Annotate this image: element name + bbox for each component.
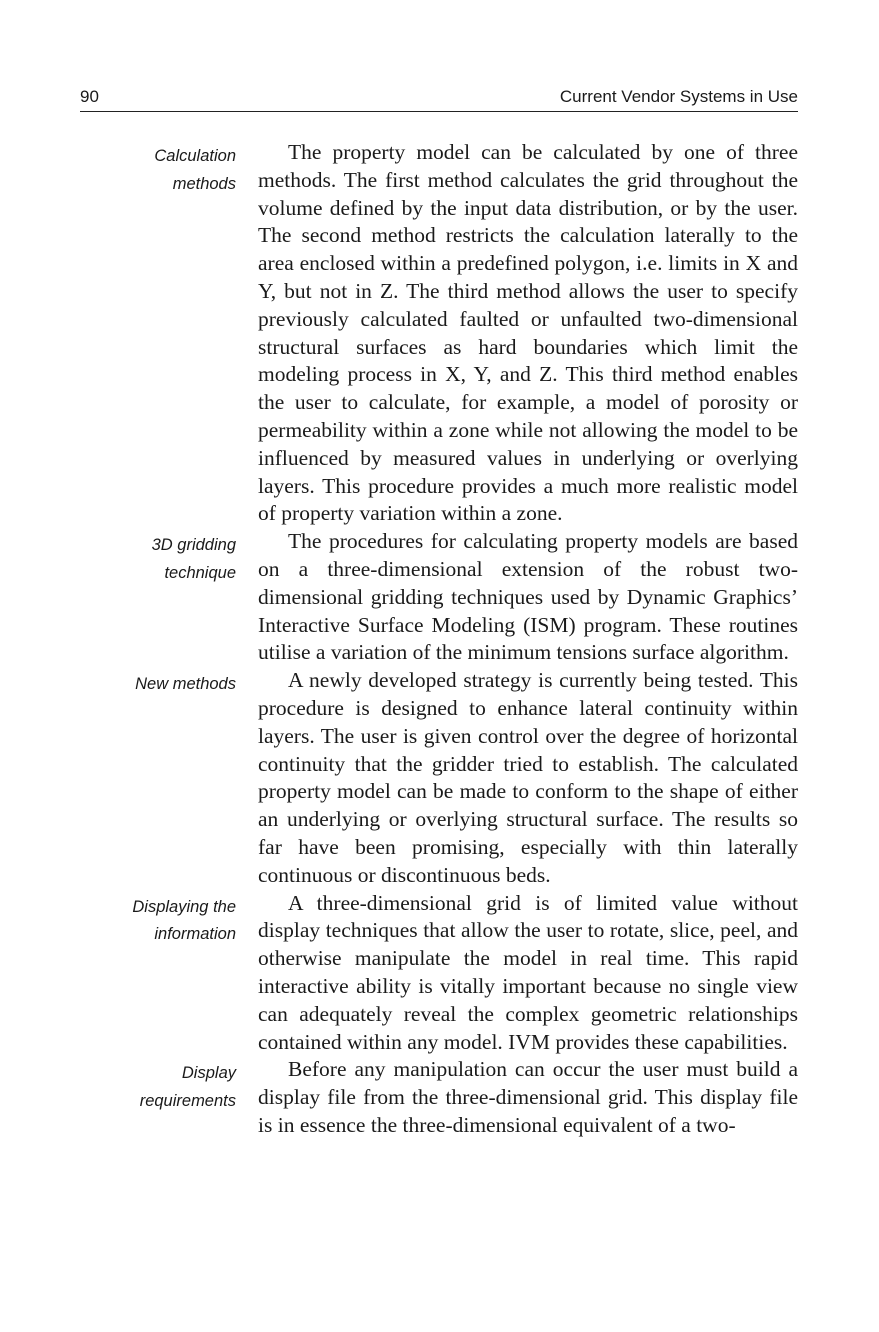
margin-label-line: technique [164,563,236,582]
body-paragraph: A three-dimensional grid is of limited value without display techniques that allow the user to rotate, slice, peel, and otherwise manipulate the model in real time. This rapid interactive ability is vitally important because no single view can adequately reveal the complex geometric relationships contained within any model. IVM provides these capabilities. [258,890,798,1054]
body-paragraph: The property model can be calculated by one of three methods. The first method calculates the grid throughout the volume defined by the input data distribution, or by the user. The second method restricts the calculation laterally to the area enclosed within a predefined polygon, i.e. limits in X and Y, but not in Z. The third method allows the user to specify previously calculated faulted or unfaulted two-dimensional structural surfaces as hard boundaries which limit the modeling process in X, Y, and Z. This third method enables the user to calculate, for example, a model of porosity or permeability within a zone while not allowing the model to be influenced by measured values in underlying or overlying layers. This procedure provides a much more realistic model of property variation within a zone. [258,140,798,526]
page-header [80,86,798,110]
running-head: Current Vendor Systems in Use [559,87,798,106]
margin-label-line: requirements [139,1092,236,1111]
section-3d-gridding-technique [80,528,798,667]
section-calculation-methods [80,139,798,528]
margin-label-line: Display [181,1064,236,1083]
page-number: 90 [80,87,99,106]
margin-label [80,532,236,588]
margin-label [80,143,236,199]
margin-label [80,671,236,699]
margin-label-line: methods [172,174,236,193]
margin-label-line: New methods [135,675,236,694]
margin-label-line: Displaying the [132,897,236,916]
page-body [80,139,798,1140]
margin-label [80,1060,236,1116]
margin-label-line: Calculation [154,147,236,165]
margin-label-line: 3D gridding [151,536,236,555]
header-rule [80,111,798,112]
body-paragraph: Before any manipulation can occur the user must build a display file from the three-dimensional grid. This display file is in essence the three-dimensional equivalent of a two- [258,1057,798,1137]
margin-label-line: information [154,925,236,944]
body-paragraph: The procedures for calculating property models are based on a three-dimensional extension of the robust two-dimensional gridding techniques used by Dynamic Graphics’ Interactive Surface Modeling (ISM) program. These routines utilise a variation of the minimum tensions surface algorithm. [258,529,798,665]
body-paragraph: A newly developed strategy is currently being tested. This procedure is designed to enhance lateral continuity within layers. The user is given control over the degree of horizontal continuity that the gridder tried to establish. The calculated property model can be made to conform to the shape of either an underlying or overlying structural surface. The results so far have been promising, especially with thin laterally continuous or discontinuous beds. [258,668,798,887]
margin-label [80,894,236,950]
section-new-methods [80,667,798,889]
section-display-requirements [80,1056,798,1139]
section-displaying-the-information [80,890,798,1057]
